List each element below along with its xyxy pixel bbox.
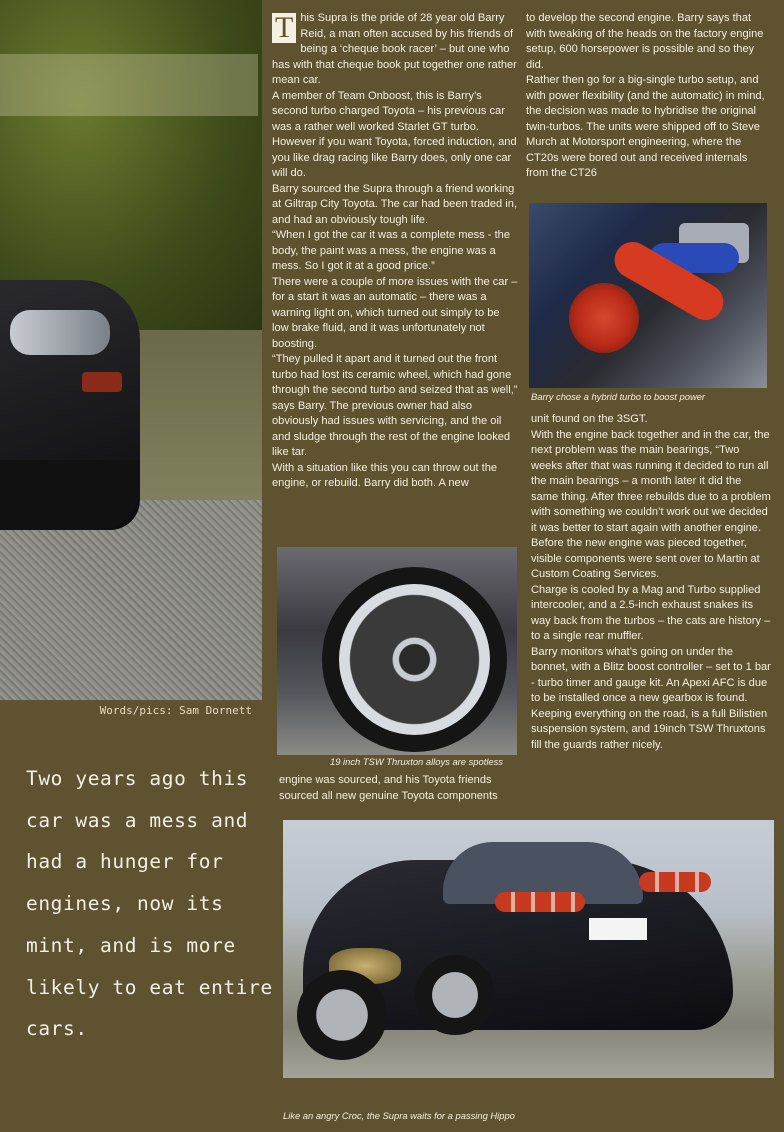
- photo-car-indicator: [82, 372, 122, 392]
- article-paragraph: Before the new engine was pieced together, visible components were sent over to Martin at Custom Coating Services.: [531, 537, 760, 580]
- article-paragraph: T his Supra is the pride of 28 year old Barry Reid, a man often accused by his friends of being a ‘cheque book racer’ – but one who has with that cheque book put together one rather mean car.: [272, 11, 517, 86]
- article-paragraph: With the engine back together and in the car, the next problem was the main bearings, “Two weeks after that was running it decided to run all the main bearings – a month later it did the same thing. After three rebuilds due to a problem with something we couldn’t work out we decided it was better to start again with another engine.: [531, 428, 771, 534]
- photo-car-taillights: [639, 872, 711, 892]
- engine-photo: [529, 203, 767, 388]
- photo-car-headlight: [10, 310, 110, 355]
- article-paragraph: Barry sourced the Supra through a friend working at Giltrap City Toyota. The car had been traded in, and had an obviously tough life.: [272, 182, 518, 226]
- article-paragraph: unit found on the 3SGT.: [531, 413, 648, 425]
- article-paragraph: Charge is cooled by a Mag and Turbo supplied intercooler, and a 2.5-inch exhaust snakes its way back from the turbos – the cats are history – to a single rear muffler.: [531, 583, 771, 642]
- article-column-1-top: [272, 11, 519, 492]
- article-column-1-bottom: [279, 773, 519, 804]
- article-paragraph: engine was sourced, and his Toyota friends sourced all new genuine Toyota components: [279, 774, 498, 802]
- photo-water: [130, 330, 262, 500]
- photo-car-plate: [589, 918, 647, 940]
- photo-car-wheel: [0, 460, 140, 530]
- article-paragraph: There were a couple of more issues with the car – for a start it was an automatic – there was a warning light on, which turned out simply to be low brake fluid, and it was unfortunately not boosting.: [272, 275, 518, 350]
- credit-text: Words/pics: Sam Dornett: [99, 704, 252, 717]
- article-paragraph: Barry monitors what’s going on under the bonnet, with a Blitz boost controller – set to 1 bar - turbo timer and gauge kit. An Apexi AFC is due to be installed once a new gearbox is found.: [531, 645, 771, 704]
- pull-quote: Two years ago this car was a mess and had a hunger for engines, now its mint, and is more likely to eat entire cars.: [26, 767, 273, 1041]
- photo-rim: [339, 584, 490, 735]
- photo-car-taillights: [495, 892, 585, 912]
- article-paragraph: Rather then go for a big-single turbo setup, and with power flexibility (and the automatic) in mind, the decision was made to hybridise the original twin-turbos. The units were shipped off to Steve Murch at Motorsport engineering, where the CT20s were bored out and received internals from the CT26: [526, 74, 765, 179]
- photo-gravel: [0, 500, 262, 700]
- credit-bar: [0, 700, 262, 752]
- article-paragraph: “When I got the car it was a complete mess - the body, the paint was a mess, the engine was a mess. So I got it at a good price.”: [272, 229, 510, 272]
- article-paragraph: With a situation like this you can throw out the engine, or rebuild. Barry did both. A new: [272, 461, 498, 489]
- article-column-2-top: [526, 11, 771, 182]
- article-column-2-bottom: [531, 412, 771, 753]
- photo-turbo: [569, 283, 639, 353]
- car-rear-photo: [283, 820, 774, 1078]
- article-paragraph: “They pulled it apart and it turned out the front turbo had lost its ceramic wheel, which had gone through the second turbo and seized that as well,” says Barry. The previous owner had also obviously had issues with servicing, and the oil and sludge through the rest of the engine looked like tar.: [272, 353, 518, 458]
- decorative-band: [0, 54, 258, 116]
- wheel-caption: 19 inch TSW Thruxton alloys are spotless: [330, 756, 503, 767]
- photo-car-wheel: [415, 955, 495, 1035]
- photo-car-wheel: [297, 970, 387, 1060]
- article-paragraph: Keeping everything on the road, is a full Bilistien suspension system, and 19inch TSW Thruxtons fill the guards rather nicely.: [531, 707, 768, 751]
- article-paragraph: A member of Team Onboost, this is Barry’s second turbo charged Toyota – his previous car was a rather well worked Starlet GT turbo. However if you want Toyota, forced induction, and you like drag racing like Barry does, only one car will do.: [272, 89, 517, 179]
- drop-cap: T: [272, 13, 296, 43]
- engine-caption: Barry chose a hybrid turbo to boost power: [531, 391, 706, 402]
- car-caption: Like an angry Croc, the Supra waits for a passing Hippo: [283, 1110, 515, 1121]
- wheel-photo: [277, 547, 517, 755]
- article-paragraph: to develop the second engine. Barry says that with tweaking of the heads on the factory engine setup, 600 horsepower is possible and so they did.: [526, 12, 764, 71]
